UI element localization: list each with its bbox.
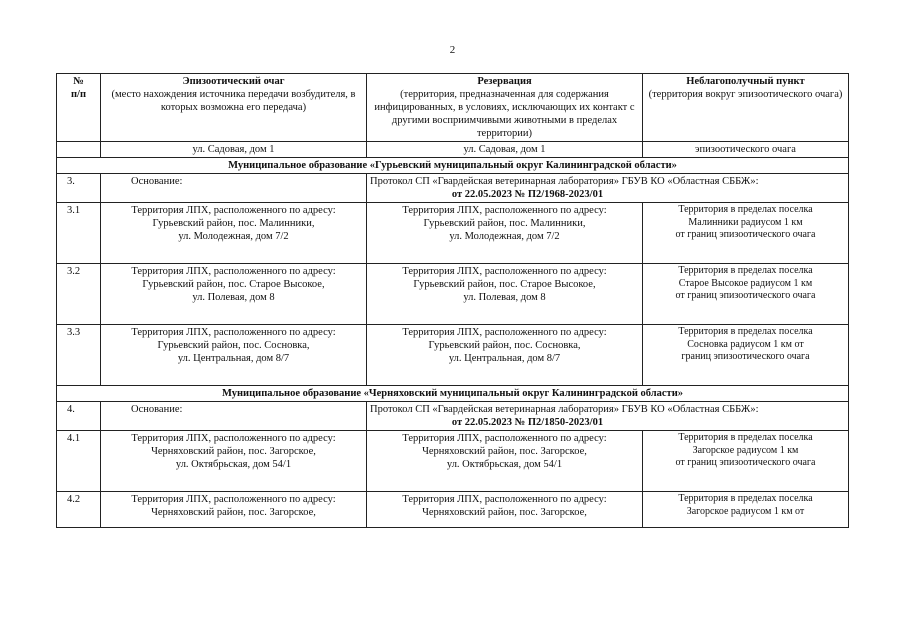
row-num: 3.1 [57,203,101,264]
header-point-sub: (территория вокруг эпизоотического очага) [648,89,843,100]
row-focus-line: Территория ЛПХ, расположенного по адресу: [131,205,336,216]
basis-row [57,402,849,431]
basis-label: Основание: [101,174,367,203]
header-num: № п/п [70,76,87,100]
row-num: 3.2 [57,264,101,325]
basis-num: 4. [57,402,101,431]
table-row [57,431,849,492]
row-focus-line: Территория ЛПХ, расположенного по адресу: [131,266,336,277]
row-reserve-line: Гурьевский район, пос. Старое Высокое, [413,279,596,290]
section-title-row [57,386,849,402]
row-point [643,203,849,264]
row-point-line: Территория в пределах поселка [678,432,813,443]
header-point-title: Неблагополучный пункт [686,76,805,87]
header-point-cell [643,74,849,142]
row-point-line: Территория в пределах поселка [678,265,813,276]
row-focus-line: Территория ЛПХ, расположенного по адресу: [131,433,336,444]
row-reserve-line: Гурьевский район, пос. Сосновка, [428,340,581,351]
table-row [57,492,849,528]
basis-label: Основание: [101,402,367,431]
header-focus-cell [101,74,367,142]
row-reserve-line: Территория ЛПХ, расположенного по адресу: [402,494,607,505]
row-reserve-line: Территория ЛПХ, расположенного по адресу: [402,327,607,338]
row-point [643,264,849,325]
row-point-line: Старое Высокое радиусом 1 км [678,277,813,289]
row-focus [101,203,367,264]
row-point-line: границ эпизоотического очага [681,351,810,362]
table-body [57,74,849,528]
row-point-line: Территория в пределах поселка [678,326,813,337]
row-point-line: от границ эпизоотического очага [675,457,816,468]
row-reserve [367,431,643,492]
row-focus [101,325,367,386]
row-focus-line: ул. Октябрьская, дом 54/1 [175,459,292,470]
row-point-line: Территория в пределах поселка [678,493,813,504]
zones-table [56,73,849,528]
basis-num: 3. [57,174,101,203]
row-point [643,325,849,386]
row-reserve [367,203,643,264]
section-title-row [57,158,849,174]
row-reserve [367,492,643,528]
basis-date: от 22.05.2023 № П2/1968-2023/01 [451,189,604,200]
row-focus-line: Черняховский район, пос. Загорское, [151,446,316,457]
row-point-line: Сосновка радиусом 1 км от [687,338,804,350]
row-reserve [367,264,643,325]
row-reserve [367,325,643,386]
row-point-line: Малинники радиусом 1 км [688,216,803,228]
row-point [643,492,849,528]
continuation-row [57,142,849,158]
table-row [57,264,849,325]
row-num: 4.1 [57,431,101,492]
row-reserve-line: ул. Полевая, дом 8 [463,292,546,303]
row-focus-line: ул. Полевая, дом 8 [192,292,275,303]
row-focus-line: ул. Молодежная, дом 7/2 [178,231,289,242]
row-focus-line: Гурьевский район, пос. Малинники, [152,218,315,229]
row-focus-line: Территория ЛПХ, расположенного по адресу: [131,494,336,505]
row-point-line: от границ эпизоотического очага [675,229,816,240]
continuation-num-cell [57,142,101,158]
row-num: 4.2 [57,492,101,528]
continuation-focus: ул. Садовая, дом 1 [101,142,367,158]
row-focus [101,264,367,325]
header-focus-title: Эпизоотический очаг [182,76,285,87]
header-num-cell [57,74,101,142]
continuation-reserve: ул. Садовая, дом 1 [367,142,643,158]
row-point-line: от границ эпизоотического очага [675,290,816,301]
row-focus [101,492,367,528]
row-reserve-line: Черняховский район, пос. Загорское, [422,507,587,518]
basis-text: Протокол СП «Гвардейская ветеринарная лаборатория» ГБУВ КО «Областная СББЖ»: [370,176,759,187]
row-num: 3.3 [57,325,101,386]
row-reserve-line: Территория ЛПХ, расположенного по адресу: [402,266,607,277]
row-focus-line: Территория ЛПХ, расположенного по адресу: [131,327,336,338]
header-reserve-title: Резервация [477,76,532,87]
basis-date: от 22.05.2023 № П2/1850-2023/01 [451,417,604,428]
section-title: Муниципальное образование «Гурьевский муниципальный округ Калининградской области» [57,158,849,174]
basis-row [57,174,849,203]
row-point-line: Территория в пределах поселка [678,204,813,215]
row-reserve-line: ул. Молодежная, дом 7/2 [449,231,560,242]
basis-cell [367,402,849,431]
row-point-line: Загорское радиусом 1 км [692,444,799,456]
table-header-row [57,74,849,142]
row-reserve-line: Территория ЛПХ, расположенного по адресу: [402,433,607,444]
header-focus-sub: (место нахождения источника передачи возбудителя, в которых возможна его передача) [111,89,356,113]
row-reserve-line: ул. Центральная, дом 8/7 [448,353,561,364]
continuation-point: эпизоотического очага [643,142,849,158]
row-reserve-line: ул. Октябрьская, дом 54/1 [446,459,563,470]
basis-cell [367,174,849,203]
section-title: Муниципальное образование «Черняховский муниципальный округ Калининградской области» [57,386,849,402]
row-focus-line: Гурьевский район, пос. Сосновка, [157,340,310,351]
row-focus-line: Гурьевский район, пос. Старое Высокое, [142,279,325,290]
row-focus-line: ул. Центральная, дом 8/7 [177,353,290,364]
table-row [57,203,849,264]
row-point [643,431,849,492]
row-focus-line: Черняховский район, пос. Загорское, [151,507,316,518]
row-reserve-line: Территория ЛПХ, расположенного по адресу: [402,205,607,216]
row-reserve-line: Гурьевский район, пос. Малинники, [423,218,586,229]
basis-text: Протокол СП «Гвардейская ветеринарная лаборатория» ГБУВ КО «Областная СББЖ»: [370,404,759,415]
header-reserve-cell [367,74,643,142]
row-point-line: Загорское радиусом 1 км от [686,505,805,517]
page-number: 2 [449,44,456,56]
row-reserve-line: Черняховский район, пос. Загорское, [422,446,587,457]
table-row [57,325,849,386]
header-reserve-sub: (территория, предназначенная для содержания инфицированных, в условиях, исключающих их контакт с другими восприимчивыми животными в пределах территории) [374,89,635,139]
row-focus [101,431,367,492]
